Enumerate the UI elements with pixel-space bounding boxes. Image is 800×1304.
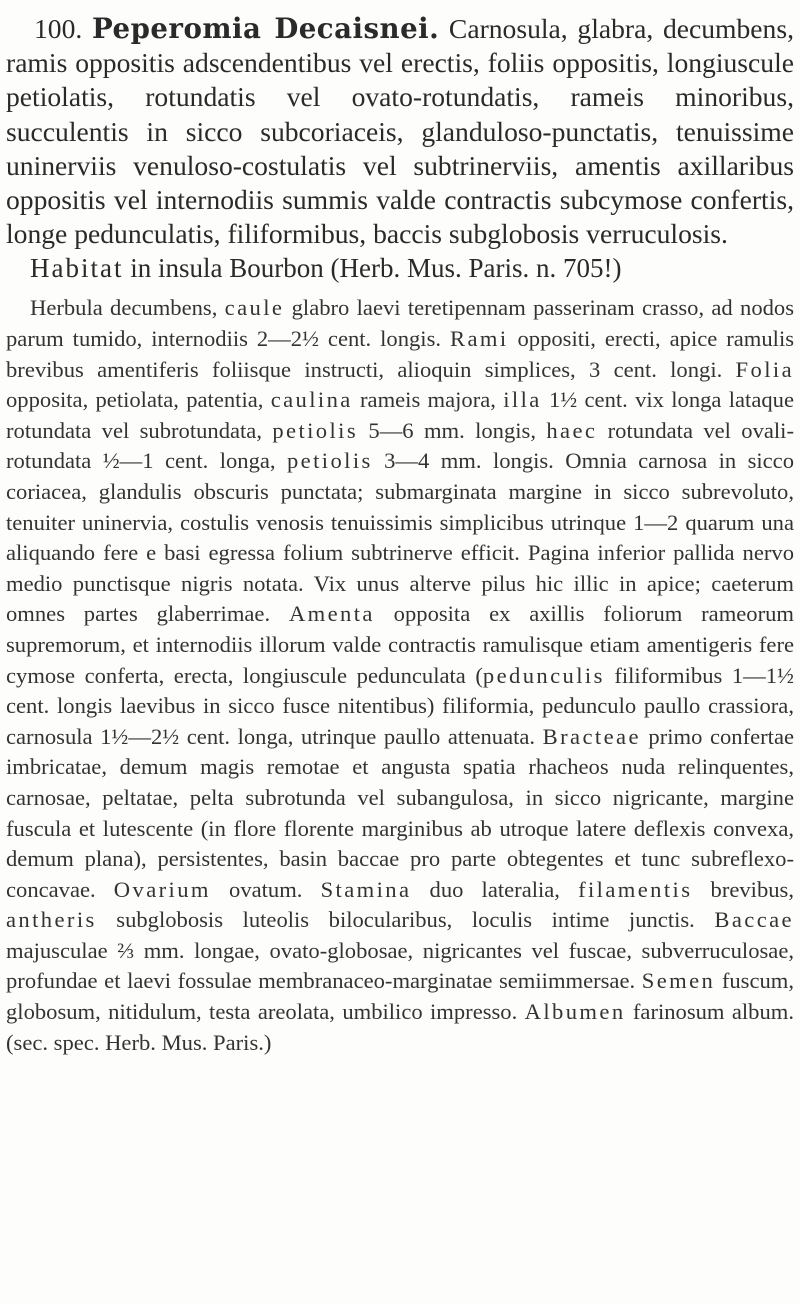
species-name: Peperomia Decaisnei.: [92, 12, 440, 45]
description-text: ovatum.: [210, 876, 321, 902]
description-term: caulina: [270, 387, 353, 413]
description-term: Amenta: [288, 601, 375, 627]
description-text: brevibus,: [692, 876, 794, 902]
description-text: Herbula decumbens,: [30, 295, 225, 321]
description-term: filamentis: [578, 876, 693, 902]
description-text: primo confertae imbricatae, demum magis remotae et angusta spatia rhacheos nuda relinquentes, carnosae, peltatae, pelta subrotunda vel subangulosa, in sicco nigricante, margine fuscula et lutescente (in flore florente marginibus ab utroque latere deflexis convexa, demum plana), persistentes, basin baccae pro parte obtegentes et tunc subreflexo-concavae.: [6, 723, 794, 902]
entry-number: 100.: [34, 13, 83, 44]
description-text: subglobosis luteolis bilocularibus, loculis intime junctis.: [96, 907, 715, 933]
description-text: 1½ cent. vix longa lataque rotundata vel subrotundata,: [6, 387, 794, 443]
description-term: illa: [503, 387, 542, 413]
description-term: Rami: [449, 326, 509, 352]
description-text: 3—4 mm. longis. Omnia carnosa in sicco coriacea, glandulis obscuris punctata; submarginata margine in sicco subrevoluto, tenuiter uninervia, costulis venosis tenuissimis simplicibus utrinque 1—2 quarum una aliquando fere e basi egressa folium subtrinerve efficit. Pagina inferior pallida nervo medio punctisque nigris notata. Vix unus alterve pilus hic illic in apice; caeterum omnes partes glaberrimae.: [6, 448, 794, 627]
description-term: Folia: [735, 356, 794, 382]
description-paragraph: [6, 293, 794, 1058]
description-term: petiolis: [286, 448, 373, 474]
description-term: Stamina: [320, 876, 412, 902]
habitat-line: [6, 251, 794, 285]
description-term: Ovarium: [113, 876, 211, 902]
description-text: glabro laevi teretipennam passerinam crasso, ad nodos parum tumido, internodiis 2—2½ cent. longis.: [6, 295, 795, 352]
description-text: filiformibus 1—1½ cent. longis laevibus in sicco fusce nitentibus) filiformia, pedunculo paullo crassiora, carnosula 1½—2½ cent. longa, utrinque paullo attenuata.: [6, 662, 794, 749]
description-term: antheris: [6, 907, 97, 933]
diagnosis-text: Carnosula, glabra, decumbens, ramis oppositis adscendentibus vel erectis, foliis oppositis, longiuscule petiolatis, rotundatis vel ovato-rotundatis, rameis minoribus, succulentis in sicco subcoriaceis, glanduloso-punctatis, tenuissime uninerviis venuloso-costulatis vel subtrinerviis, amentis axillaribus oppositis vel internodiis summis valde contractis subcymose confertis, longe pedunculatis, filiformibus, baccis subglobosis verruculosis.: [6, 13, 794, 250]
description-term: pedunculis: [482, 662, 605, 688]
description-text: fuscum, globosum, nitidulum, testa areolata, umbilico impresso.: [6, 968, 794, 1025]
habitat-label: Habitat: [30, 253, 124, 284]
description-text: opposita, petiolata, patentia,: [6, 387, 271, 413]
description-term: haec: [546, 417, 598, 443]
habitat-text: in insula Bourbon (Herb. Mus. Paris. n. 705!): [130, 253, 622, 284]
description-text: majusculae ⅔ mm. longae, ovato-globosae, nigricantes vel fuscae, subverruculosae, profundae et laevi fossulae membranaceo-marginatae semiimmersae.: [6, 937, 794, 994]
description-text: oppositi, erecti, apice ramulis brevibus amentiferis foliisque instructi, alioquin simplices, 3 cent. longi.: [6, 326, 795, 382]
description-term: Bracteae: [542, 723, 641, 749]
description-term: caule: [224, 295, 285, 321]
description-text: farinosum album. (sec. spec. Herb. Mus. Paris.): [6, 999, 794, 1055]
description-text: duo lateralia,: [411, 876, 579, 902]
description-text: 5—6 mm. longis,: [358, 417, 547, 443]
diagnosis-paragraph: [6, 12, 794, 251]
description-text: rotundata vel ovali-rotundata ½—1 cent. longa,: [6, 417, 794, 474]
description-term: Baccae: [714, 907, 794, 933]
description-term: Semen: [641, 968, 716, 994]
description-term: Albumen: [524, 999, 626, 1025]
description-term: petiolis: [272, 417, 359, 443]
description-text: rameis majora,: [352, 387, 504, 413]
description-text: opposita ex axillis foliorum rameorum supremorum, et internodiis illorum valde contractis ramulisque etiam amentigeris fere cymose conferta, erecta, longiuscule pedunculata (: [6, 601, 794, 688]
